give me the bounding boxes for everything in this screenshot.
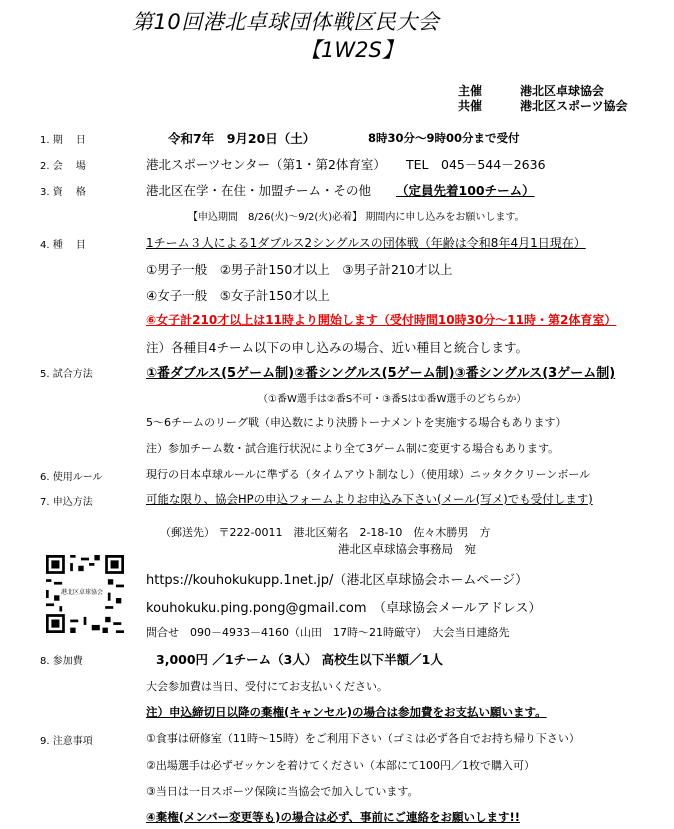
section-label-venue: 2. 会 場 [40,161,86,172]
venue-tel: TEL 045－544－2636 [406,157,546,172]
inquiry-contact: 問合せ 090－4933－4160（山田 17時～21時厳守） 大会当日連絡先 [146,626,510,639]
organizer-role-cohost: 共催 [458,99,483,113]
note-meals: ①食事は研修室（11時～15時）をご利用下さい（ゴミは必ず各自でお持ち帰り下さい） [146,732,580,745]
rules-text: 現行の日本卓球ルールに準ずる（タイムアウト制なし）（使用球）ニッタククリーンボール [146,468,591,481]
section-label-application: 7. 申込方法 [40,497,93,508]
match-note-league: 5～6チームのリーグ戦（申込数により決勝トーナメントを実施する場合もあります） [146,416,567,429]
section-label-rules: 6. 使用ルール [40,472,103,483]
contact-email: kouhokuku.ping.pong@gmail.com （卓球協会メールアドレス） [146,601,542,616]
website-url: https://kouhokukupp.1net.jp/（港北区卓球協会ホームページ） [146,573,529,588]
event-format: 1チーム３人による1ダブルス2シングルスの団体戦（年齢は令和8年4月1日現在） [146,236,586,250]
section-label-events: 4. 種 目 [40,240,86,251]
section-label-fee: 8. 参加費 [40,656,83,667]
section-label-match-format: 5. 試合方法 [40,369,93,380]
fee-note-payment: 大会参加費は当日、受付にてお支払いください。 [146,680,388,693]
event-categories-women: ④女子一般 ⑤女子計150才以上 [146,288,330,303]
event-date: 令和7年 9月20日（土） [168,131,316,146]
reception-time: 8時30分～9時00分まで受付 [368,131,520,145]
organizer-role-host: 主催 [458,84,483,98]
section-label-eligibility: 3. 資 格 [40,187,86,198]
organizer-name-cohost: 港北区スポーツ協会 [520,99,628,113]
event-categories-men: ①男子一般 ②男子計150才以上 ③男子計210才以上 [146,262,453,277]
office-name: 港北区卓球協会事務局 宛 [338,542,476,556]
note-insurance: ③当日は一日スポーツ保険に当協会で加入しています。 [146,785,419,798]
document-title: 第10回港北卓球団体戦区民大会 [132,10,440,34]
note-withdrawal: ④棄権(メンバー変更等も)の場合は必ず、事前にご連絡をお願いします!! [146,810,521,824]
application-text: 可能な限り、協会HPの申込フォームよりお申込み下さい(メール(写メ)でも受付します) [146,492,593,506]
mail-address: （郵送先） 〒222-0011 港北区菊名 2-18-10 佐々木勝男 方 [160,526,491,539]
document-subtitle: 【1W2S】 [300,38,403,62]
note-bib: ②出場選手は必ずゼッケンを着けてください（本部にて100円／1枚で購入可） [146,759,535,772]
fee-note-cancellation: 注）申込締切日以降の棄権(キャンセル)の場合は参加費をお支払い願います。 [146,705,547,719]
capacity-limit: （定員先着100チーム） [396,183,535,198]
match-order: ①番ダブルス(5ゲーム制)②番シングルス(5ゲーム制)③番シングルス(3ゲーム制) [146,366,616,381]
organizer-name-host: 港北区卓球協会 [520,84,605,98]
qr-caption: 港北区卓球協会 [61,589,104,596]
application-period: 【申込期間 8/26(火)～9/2(火)必着】 期間内に申し込みをお願いします。 [188,212,525,223]
match-note-games: 注）参加チーム数・試合進行状況により全て3ゲーム制に変更する場合もあります。 [146,442,560,455]
match-note-players: （①番W選手は②番S不可・③番Sは①番W選手のどちらか） [258,394,527,405]
participation-fee: 3,000円 ／1チーム（3人） 高校生以下半額／1人 [156,652,443,667]
venue-name: 港北スポーツセンター（第1・第2体育室） [146,157,386,172]
eligibility-text: 港北区在学・在住・加盟チーム・その他 [146,183,384,198]
event-merge-note: 注）各種目4チーム以下の申し込みの場合、近い種目と統合します。 [146,340,528,355]
section-label-date: 1. 期 日 [40,135,86,146]
event-notice-women-210: ⑥女子計210才以上は11時より開始します（受付時間10時30分～11時・第2体育室） [146,313,617,327]
section-label-notes: 9. 注意事項 [40,736,93,747]
